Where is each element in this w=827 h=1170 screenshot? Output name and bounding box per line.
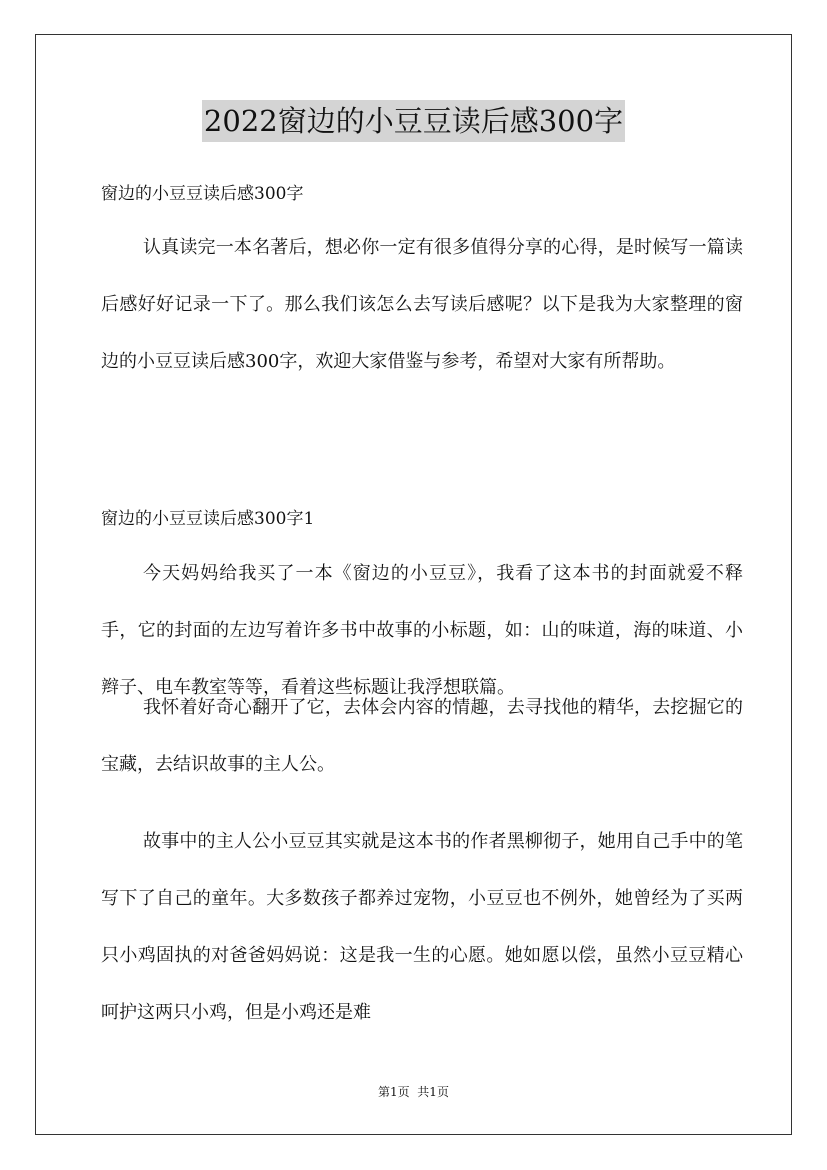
intro-paragraph: 认真读完一本名著后，想必你一定有很多值得分享的心得，是时候写一篇读后感好好记录一下了。那么我们该怎么去写读后感呢？以下是我为大家整理的窗边的小豆豆读后感300字，欢迎大家借鉴与参考，希望对大家有所帮助。 [101, 237, 743, 372]
essay-paragraph-1: 今天妈妈给我买了一本《窗边的小豆豆》，我看了这本书的封面就爱不释手，它的封面的左边写着许多书中故事的小标题，如：山的味道，海的味道、小辫子、电车教室等等，看着这些标题让我浮想联篇。 [101, 563, 743, 698]
page-footer: 第1页 共1页 [378, 1085, 449, 1099]
document-title: 2022窗边的小豆豆读后感300字 [202, 100, 625, 142]
intro-heading: 窗边的小豆豆读后感300字 [101, 184, 304, 204]
essay-paragraph-2: 我怀着好奇心翻开了它，去体会内容的情趣，去寻找他的精华，去挖掘它的宝藏，去结识故事的主人公。 [101, 697, 743, 775]
essay-paragraph-3: 故事中的主人公小豆豆其实就是这本书的作者黑柳彻子，她用自己手中的笔写下了自己的童年。大多数孩子都养过宠物，小豆豆也不例外，她曾经为了买两只小鸡固执的对爸爸妈妈说：这是我一生的心愿。她如愿以偿，虽然小豆豆精心呵护这两只小鸡，但是小鸡还是难 [101, 831, 743, 1023]
title-container [0, 100, 827, 142]
essay-1-heading: 窗边的小豆豆读后感300字1 [101, 509, 315, 529]
